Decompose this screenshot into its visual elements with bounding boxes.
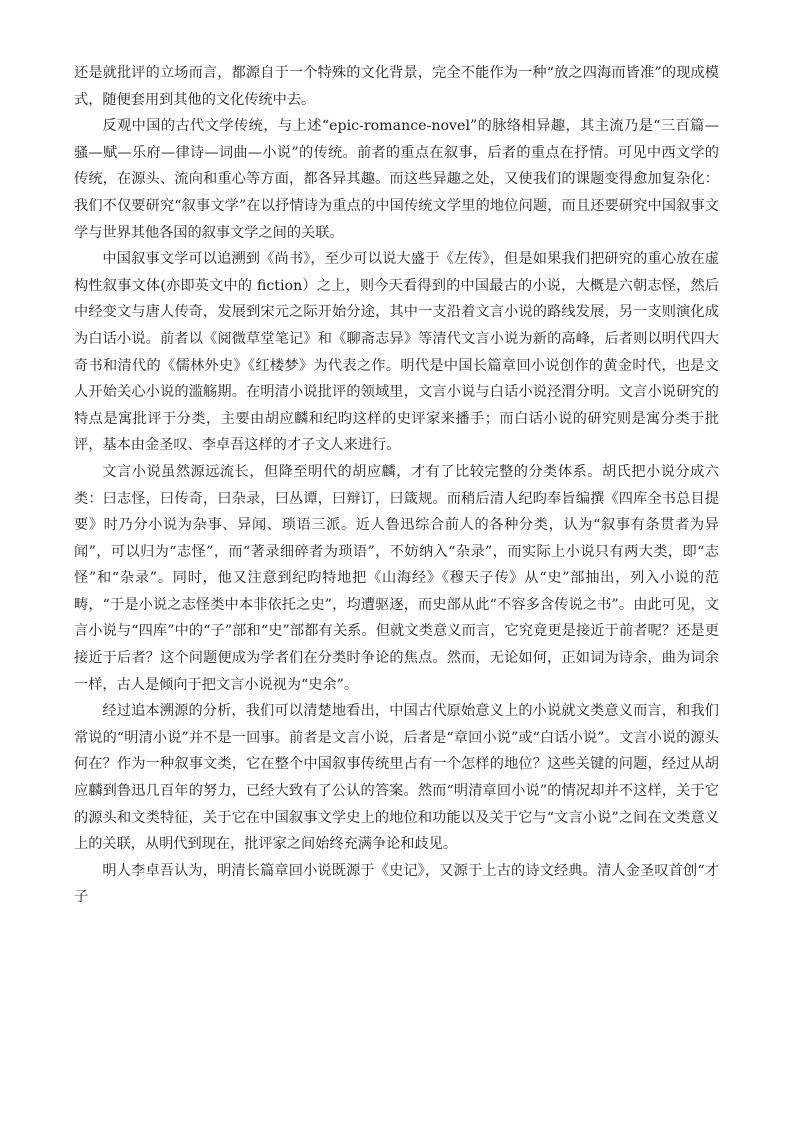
paragraph-1: 还是就批评的立场而言，都源自于一个特殊的文化背景，完全不能作为一种“放之四海而皆准”的现成模式，随便套用到其他的文化传统中去。	[74, 65, 719, 108]
paragraph-3: 中国叙事文学可以追溯到《尚书》，至少可以说大盛于《左传》，但是如果我们把研究的重心放在虚构性叙事文体(亦即英文中的 fiction）之上，则今天看得到的中国最古的小说，大概是六朝志怪，然后中经变文与唐人传奇，发展到宋元之际开始分途，其中一支沿着文言小说的路线发展，另一支则演化成为白话小说。前者以《阅微草堂笔记》和《聊斋志异》等清代文言小说为新的高峰，后者则以明代四大奇书和清代的《儒林外史》《红楼梦》为代表之作。明代是中国长篇章回小说创作的黄金时代，也是文人开始关心小说的滥觞期。在明清小说批评的领域里，文言小说与白话小说泾渭分明。文言小说研究的特点是寓批评于分类，主要由胡应麟和纪昀这样的史评家来播手；而白话小说的研究则是寓分类于批评，基本由金圣叹、李卓吾这样的才子文人来进行。	[74, 251, 719, 454]
document-page	[74, 60, 719, 911]
paragraph-2: 反观中国的古代文学传统，与上述“epic-romance-novel”的脉络相异趣，其主流乃是“三百篇—骚—赋—乐府—律诗—词曲—小说”的传统。前者的重点在叙事，后者的重点在抒情。可见中西文学的传统，在源头、流向和重心等方面，都各异其趣。而这些异趣之处，又使我们的课题变得愈加复杂化：我们不仅要研究“叙事文学”在以抒情诗为重点的中国传统文学里的地位问题，而且还要研究中国叙事文学与世界其他各国的叙事文学之间的关联。	[74, 118, 719, 241]
paragraph-4: 文言小说虽然源远流长，但降至明代的胡应麟，才有了比较完整的分类体系。胡氏把小说分成六类：曰志怪，曰传奇，曰杂录，曰丛谭，曰辩订，曰箴规。而稍后清人纪昀奉旨编撰《四库全书总目提要》时乃分小说为杂事、异闻、琐语三派。近人鲁迅综合前人的各种分类，认为“叙事有条贯者为异闻”，可以归为“志怪”，而“著录细碎者为琐语”，不妨纳入“杂录”，而实际上小说只有两大类，即“志怪”和“杂录”。同时，他又注意到纪昀特地把《山海经》《穆天子传》从“史”部抽出，列入小说的范畴，“于是小说之志怪类中本非依托之史”，均遭驱逐，而史部从此“不容多含传说之书”。由此可见，文言小说与“四库”中的“子”部和“史”部都有关系。但就文类意义而言，它究竟更是接近于前者呢？还是更接近于后者？这个问题便成为学者们在分类时争论的焦点。然而，无论如何，正如词为诗余，曲为词余一样，古人是倾向于把文言小说视为“史余”。	[74, 463, 719, 693]
paragraph-5: 经过追本溯源的分析，我们可以清楚地看出，中国古代原始意义上的小说就文类意义而言，和我们常说的“明清小说”并不是一回事。前者是文言小说，后者是“章回小说”或“白话小说”。文言小说的源头何在？作为一种叙事文类，它在整个中国叙事传统里占有一个怎样的地位？这些关键的问题，经过从胡应麟到鲁迅几百年的努力，已经大致有了公认的答案。然而“明清章回小说”的情况却并不这样，关于它的源头和文类特征，关于它在中国叙事文学史上的地位和功能以及关于它与“文言小说”之间在文类意义上的关联，从明代到现在，批评家之间始终充满争论和歧见。	[74, 703, 719, 853]
paragraph-6: 明人李卓吾认为，明清长篇章回小说既源于《史记》，又源于上古的诗文经典。清人金圣叹首创“才子	[74, 862, 719, 906]
